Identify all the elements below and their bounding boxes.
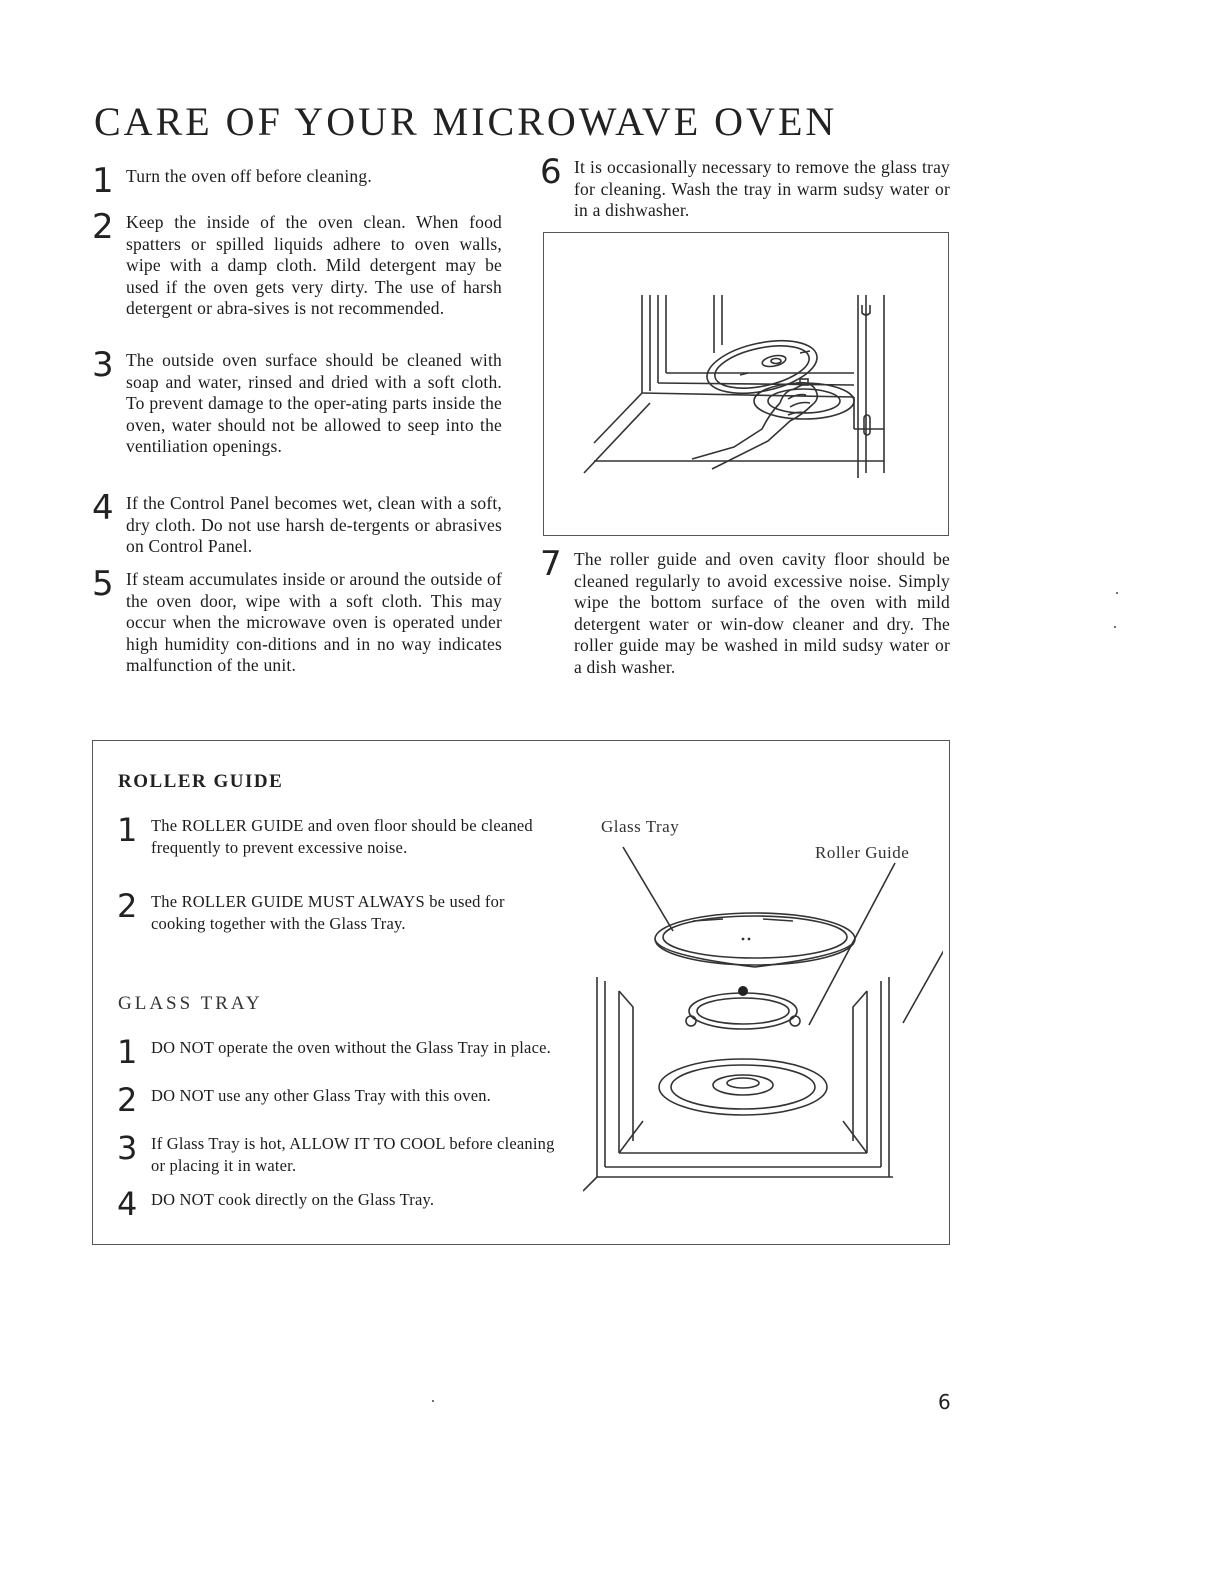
glass-tray-item-1 [117, 1033, 559, 1071]
roller-guide-title: ROLLER GUIDE [118, 771, 284, 792]
tray-roller-diagram [583, 841, 943, 1201]
item-text: DO NOT use any other Glass Tray with this oven. [151, 1086, 491, 1105]
step-text: The roller guide and oven cavity floor should be cleaned regularly to avoid excessive noise. Simply wipe the bottom surface of the oven with mild detergent water or win-dow cleaner and dry. The roller guide may be washed in mild sudsy water or a dish washer. [574, 549, 950, 677]
step-text: If steam accumulates inside or around the outside of the oven door, wipe with a soft cloth. This may occur when the microwave oven is operated under high humidity con-ditions and in no way indicates malfunction of the unit. [126, 569, 502, 675]
item-number: 1 [117, 1033, 138, 1071]
step-7 [540, 544, 950, 678]
step-text: If the Control Panel becomes wet, clean with a soft, dry cloth. Do not use harsh de-tergents or abrasives on Control Panel. [126, 493, 502, 556]
item-text: DO NOT cook directly on the Glass Tray. [151, 1190, 435, 1209]
step-number: 3 [92, 345, 114, 385]
glass-tray-item-4 [117, 1185, 559, 1223]
item-text: DO NOT operate the oven without the Glass Tray in place. [151, 1038, 551, 1057]
step-number: 5 [92, 564, 114, 604]
item-text: If Glass Tray is hot, ALLOW IT TO COOL before cleaning or placing it in water. [151, 1134, 555, 1175]
oven-hand-drawing [544, 233, 948, 535]
step-2 [92, 207, 502, 320]
step-number: 1 [92, 161, 114, 201]
glass-tray-label: Glass Tray [601, 817, 680, 836]
item-number: 2 [117, 1081, 138, 1119]
page-number: 6 [938, 1390, 951, 1414]
step-1 [92, 161, 502, 201]
item-text: The ROLLER GUIDE MUST ALWAYS be used for cooking together with the Glass Tray. [151, 892, 505, 933]
step-6 [540, 152, 950, 222]
step-number: 2 [92, 207, 114, 247]
step-number: 6 [540, 152, 562, 192]
step-text: Keep the inside of the oven clean. When food spatters or spilled liquids adhere to oven walls, wipe with a damp cloth. Mild detergent may be used if the oven gets very dirty. The use of harsh detergent or abra-sives is not recommended. [126, 212, 502, 318]
step-text: Turn the oven off before cleaning. [126, 166, 372, 186]
step-5 [92, 564, 502, 677]
item-text: The ROLLER GUIDE and oven floor should be cleaned frequently to prevent excessive noise. [151, 816, 533, 857]
scan-speck [1114, 626, 1116, 628]
roller-guide-item-1 [117, 811, 559, 859]
item-number: 3 [117, 1129, 138, 1167]
step-number: 7 [540, 544, 562, 584]
glass-tray-title: GLASS TRAY [118, 993, 263, 1014]
tray-removal-illustration [543, 232, 949, 536]
glass-tray-item-3 [117, 1129, 559, 1177]
step-text: It is occasionally necessary to remove the glass tray for cleaning. Wash the tray in warm sudsy water or in a dishwasher. [574, 157, 950, 220]
item-number: 1 [117, 811, 138, 849]
roller-guide-glass-tray-panel [92, 740, 950, 1245]
step-number: 4 [92, 488, 114, 528]
scan-speck [432, 1400, 434, 1402]
step-4 [92, 488, 502, 558]
step-3 [92, 345, 502, 458]
scan-speck [1116, 592, 1118, 594]
roller-guide-item-2 [117, 887, 559, 935]
item-number: 4 [117, 1185, 138, 1223]
item-number: 2 [117, 887, 138, 925]
page-title: CARE OF YOUR MICROWAVE OVEN [94, 99, 838, 144]
glass-tray-item-2 [117, 1081, 559, 1119]
roller-guide-label: Roller Guide [815, 843, 910, 862]
step-text: The outside oven surface should be cleaned with soap and water, rinsed and dried with a soft cloth. To prevent damage to the oper-ating parts inside the oven, water should not be allowed to seep into the ventiliation openings. [126, 350, 502, 456]
